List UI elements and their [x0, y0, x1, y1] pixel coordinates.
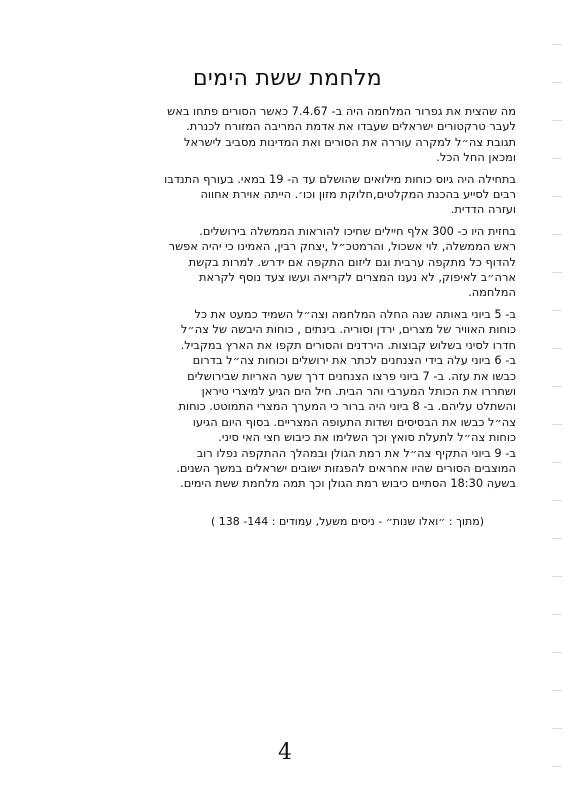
text-line: כוחות צה״ל לתעלת סואץ וכך השלימו את כיבוש חצי האי סיני.: [218, 430, 516, 445]
margin-tick: [552, 614, 562, 615]
margin-tick: [552, 576, 562, 577]
text-line: ושחררו את הכותל המערבי והר הבית. חיל הים הגיע למיצרי טיראן: [201, 383, 516, 398]
paragraph-2: [68, 172, 516, 218]
text-line: ב- 5 ביוני באותה שנה החלה המלחמה וצה״ל השמיד כמעט את כל: [194, 306, 516, 321]
margin-tick: [552, 158, 562, 159]
text-line: להדוף כל מתקפה ערבית וגם ליזום התקפה אם ידרש. למרות בקשת: [188, 254, 516, 269]
paragraph-1: [68, 104, 516, 166]
margin-tick: [552, 234, 562, 235]
text-line: לעבר טרקטורים ישראלים שעבדו את אדמת המריבה המזורח לכנרת.: [186, 119, 516, 134]
margin-tick: [552, 766, 562, 767]
text-line: כבשו את עזה. ב- 7 ביוני פרצו הצנחנים דרך שער האריות שבירושלים: [187, 368, 516, 383]
article-body: [68, 104, 516, 498]
margin-tick: [552, 538, 562, 539]
text-line: ארה״ב לאיפוק, לא נענו המצרים לקריאה ועשו צעד נוסף לקראת: [199, 270, 516, 285]
margin-tick: [552, 196, 562, 197]
text-line: תגובת צה״ל למקרה עוררה את הסורים ואת המדינות מסביב לישראל: [184, 134, 516, 149]
text-line: רבים לסייע בהכנת המקלטים,חלוקת מזון וכו׳. הייתה אוירת אחווה: [200, 187, 516, 202]
text-line: כוחות האוויר של מצרים, ירדן וסוריה. בינתים , כוחות היבשה של צה״ל: [180, 322, 516, 337]
text-line: ב- 9 ביוני התקיף צה״ל את רמת הגולן ובמהלך ההתקפה נפלו רוב: [196, 445, 516, 460]
text-line: מה שהצית את גפרור המלחמה היה ב- 7.4.67 כאשר הסורים פתחו באש: [167, 104, 516, 118]
margin-tick: [552, 652, 562, 653]
text-line: ועזרה הדדית.: [450, 202, 516, 217]
margin-tick: [552, 348, 562, 349]
text-line: צה״ל כבשו את הבסיסים ושדות התעופה המצריים. בסוף היום הגיעו: [192, 414, 516, 429]
text-line: חדרו לסיני בשלוש קבוצות. הירדנים והסורים תקפו את הארץ במקביל.: [180, 337, 516, 352]
margin-tick: [552, 44, 562, 45]
text-line: ב- 6 ביוני עלה בידי הצנחנים לכתר את ירושלים וכוחות צה״ל בדרום: [192, 353, 516, 368]
text-line: המוצבים הסורים שהיו אחראים להפגזות ישובים ישראלים במשך השנים.: [176, 460, 516, 475]
margin-tick: [552, 424, 562, 425]
page-number: 4: [278, 740, 292, 765]
margin-tick: [552, 462, 562, 463]
margin-tick: [552, 82, 562, 83]
paragraph-3: [68, 224, 516, 301]
text-line: בתחילה היה גיוס כוחות מילואים שהושלם עד ה- 19 במאי. בעורף התנדבו: [164, 171, 516, 186]
text-line: המלחמה.: [468, 285, 516, 300]
text-line: ראש הממשלה, לוי אשכול, והרמטכ״ל ,יצחק רבין, האמינו כי יהיה אפשר: [168, 239, 516, 254]
source-citation: (מתוך : ״ואלו שנות״ - ניסים משעל, עמודים : 144- 138 ): [211, 515, 484, 528]
margin-tick: [552, 310, 562, 311]
margin-tick: [552, 500, 562, 501]
margin-tick: [552, 728, 562, 729]
text-line: בחזית היו כ- 300 אלף חיילים שחיכו להוראות הממשלה בירושלים.: [199, 223, 516, 238]
text-line: בשעה 18:30 הסתיים כיבוש רמת הגולן וכך תמה מלחמת ששת הימים.: [180, 476, 516, 491]
page-title: מלחמת ששת הימים: [192, 66, 383, 91]
margin-tick: [552, 272, 562, 273]
margin-tick: [552, 386, 562, 387]
margin-tick: [552, 120, 562, 121]
margin-tick: [552, 690, 562, 691]
paragraph-4: [68, 307, 516, 492]
text-line: ומכאן החל הכל.: [436, 150, 516, 165]
margin-tick-marks: [546, 0, 566, 800]
text-line: והשתלט עליהם. ב- 8 ביוני היה ברור כי המערך המצרי התמוטט. כוחות: [178, 399, 516, 414]
